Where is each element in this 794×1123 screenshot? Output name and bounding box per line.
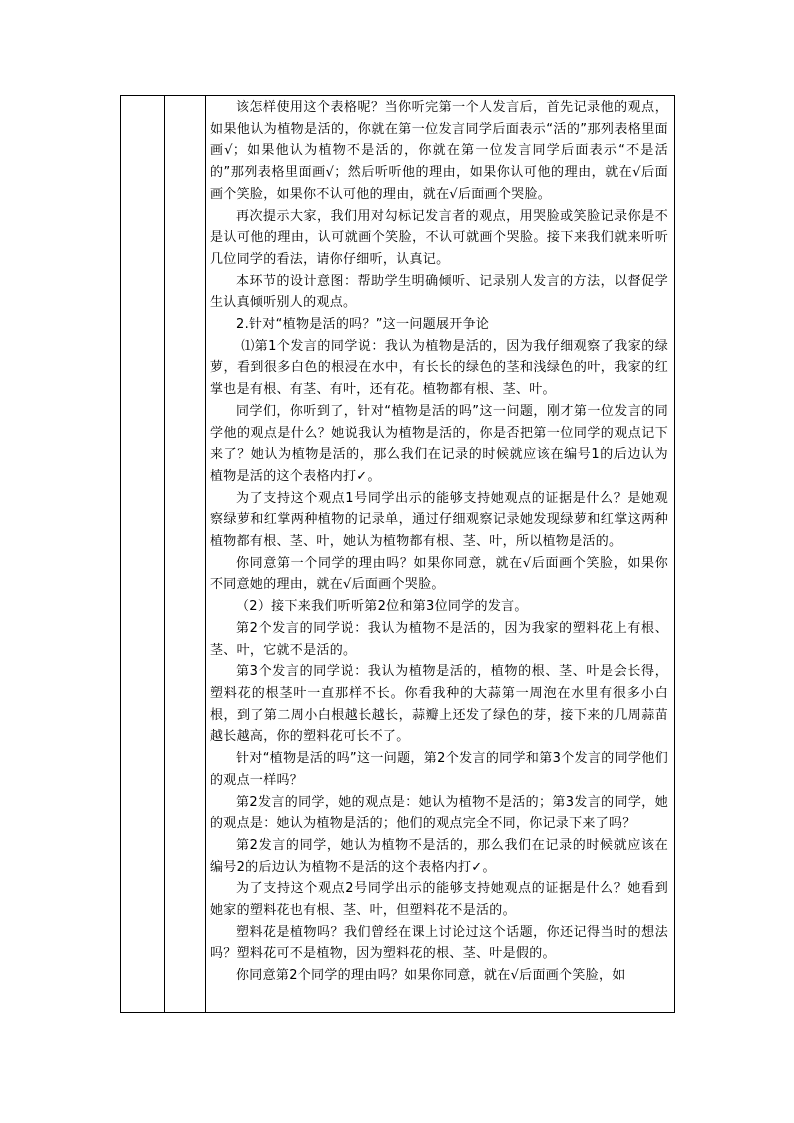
paragraph-speaker-3: 第3个发言的同学说：我认为植物是活的，植物的根、茎、叶是会长得，塑料花的根茎叶一直那样不长。你看我种的大蒜第一周泡在水里有很多小白根，到了第二周小白根越长越长，蒜瓣上还发了绿色的芽，接下来的几周蒜苗越长越高，你的塑料花可长不了。: [210, 664, 668, 745]
paragraph-compare-question: 针对“植物是活的吗”这一问题，第2个发言的同学和第3个发言的同学他们的观点一样吗？: [210, 751, 668, 788]
paragraph-speaker-2-record: 第2发言的同学，她认为植物不是活的，那么我们在记录的时候就应该在编号2的后边认为植物不是活的这个表格内打✓。: [210, 837, 668, 875]
paragraph-table-usage: 该怎样使用这个表格呢？当你听完第一个人发言后，首先记录他的观点，如果他认为植物是活的，你就在第一位发言同学后面表示“活的”那列表格里面画√；如果他认为植物不是活的，你就在第一位发言同学后面表示“不是活的”那列表格里面画√；然后听听他的理由，如果你认可他的理由，就在√后面画个笑脸，如果你不认可他的理由，就在√后面画个哭脸。: [210, 100, 668, 202]
column-divider-1: [164, 96, 165, 1012]
lesson-content-cell: [210, 97, 668, 987]
paragraph-reminder: 再次提示大家，我们用对勾标记发言者的观点，用哭脸或笑脸记录你是不是认可他的理由，认可就画个笑脸，不认可就画个哭脸。接下来我们就来听听几位同学的看法，请你仔细听，认真记。: [210, 208, 668, 267]
paragraph-speakers-2-3-intro: （2）接下来我们听听第2位和第3位同学的发言。: [236, 599, 528, 615]
paragraph-design-intent: 本环节的设计意图：帮助学生明确倾听、记录别人发言的方法，以督促学生认真倾听别人的观点。: [210, 273, 668, 311]
paragraph-speaker-1: ⑴第1个发言的同学说：我认为植物是活的，因为我仔细观察了我家的绿萝，看到很多白色的根浸在水中，有长长的绿色的茎和浅绿色的叶，我家的红掌也是有根、有茎、有叶，还有花。植物都有根、茎、叶。: [210, 338, 668, 398]
section-heading-2: 2.针对“植物是活的吗？”这一问题展开争论: [236, 317, 490, 333]
paragraph-plastic-flower: 塑料花是植物吗？我们曾经在课上讨论过这个话题，你还记得当时的想法吗？塑料花可不是植物，因为塑料花的根、茎、叶是假的。: [210, 924, 668, 962]
paragraph-speaker-1-agree: 你同意第一个同学的理由吗？如果你同意，就在√后面画个笑脸，如果你不同意她的理由，就在√后面画个哭脸。: [210, 555, 668, 593]
paragraph-speaker-1-view: 同学们，你听到了，针对“植物是活的吗”这一问题，刚才第一位发言的同学他的观点是什么？她说我认为植物是活的，你是否把第一位同学的观点记下来了？她认为植物是活的，那么我们在记录的时候就应该在编号1的后边认为植物是活的这个表格内打✓。: [210, 403, 668, 484]
paragraph-speaker-2-agree: 你同意第2个同学的理由吗？如果你同意，就在√后面画个笑脸，如: [236, 968, 626, 984]
paragraph-speaker-2-evidence: 为了支持这个观点2号同学出示的能够支持她观点的证据是什么？她看到她家的塑料花也有根、茎、叶，但塑料花不是活的。: [210, 881, 668, 919]
paragraph-compare-answer: 第2发言的同学，她的观点是：她认为植物不是活的；第3发言的同学，她的观点是：她认为植物是活的；他们的观点完全不同，你记录下来了吗？: [210, 794, 668, 832]
paragraph-speaker-2: 第2个发言的同学说：我认为植物不是活的，因为我家的塑料花上有根、茎、叶，它就不是活的。: [210, 620, 668, 658]
paragraph-speaker-1-evidence: 为了支持这个观点1号同学出示的能够支持她观点的证据是什么？是她观察绿萝和红掌两种植物的记录单，通过仔细观察记录她发现绿萝和红掌这两种植物都有根、茎、叶，她认为植物都有根、茎、叶，所以植物是活的。: [210, 490, 668, 550]
lesson-table: [120, 95, 675, 1013]
column-divider-2: [205, 96, 206, 1012]
